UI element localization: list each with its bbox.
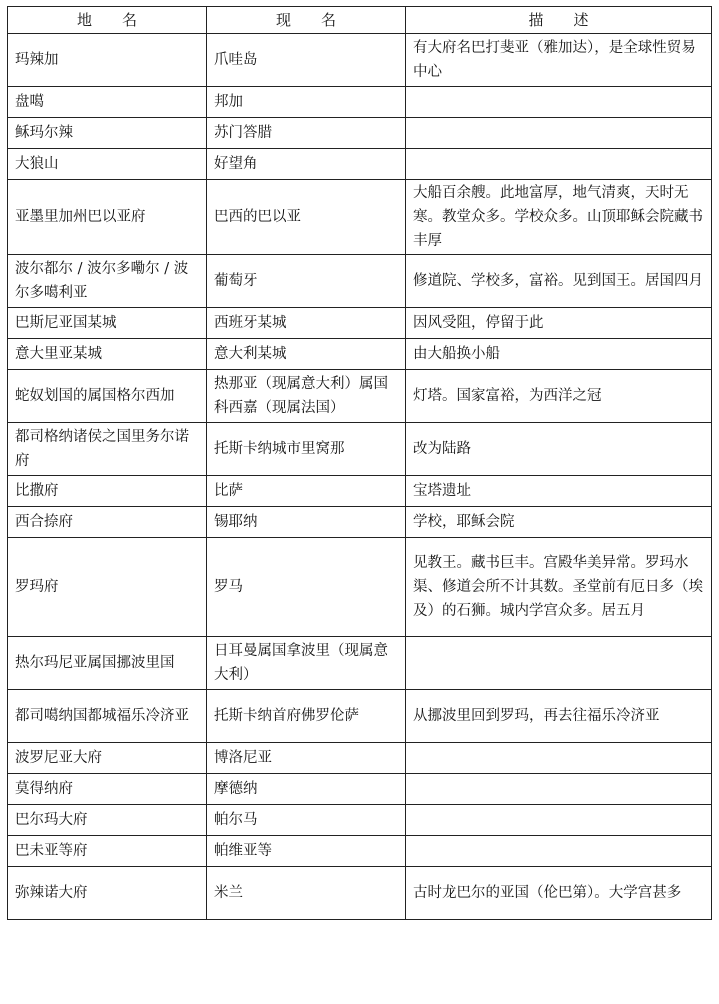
cell-place: 大狼山 (8, 149, 207, 180)
cell-current: 意大利某城 (207, 339, 406, 370)
cell-place: 意大里亚某城 (8, 339, 207, 370)
table-row (8, 476, 712, 507)
table-row (8, 805, 712, 836)
cell-current: 邦加 (207, 87, 406, 118)
cell-desc: 大船百余艘。此地富厚，地气清爽，天时无寒。教堂众多。学校众多。山顶耶稣会院藏书丰厚 (406, 180, 712, 255)
header-place-name: 地 名 (8, 7, 207, 34)
cell-desc: 见教王。藏书巨丰。宫殿华美异常。罗玛水渠、修道会所不计其数。圣堂前有厄日多（埃及）的石狮。城内学宫众多。居五月 (406, 538, 712, 637)
cell-current: 苏门答腊 (207, 118, 406, 149)
cell-place: 波罗尼亚大府 (8, 743, 207, 774)
table-row (8, 370, 712, 423)
cell-place: 盘噶 (8, 87, 207, 118)
table-body (8, 34, 712, 920)
cell-current: 帕尔马 (207, 805, 406, 836)
cell-desc: 学校，耶稣会院 (406, 507, 712, 538)
cell-place: 热尔玛尼亚属国挪波里国 (8, 637, 207, 690)
header-current-name: 现 名 (207, 7, 406, 34)
cell-current: 好望角 (207, 149, 406, 180)
table-row (8, 637, 712, 690)
table-row (8, 774, 712, 805)
table-row (8, 255, 712, 308)
header-row (8, 7, 712, 34)
cell-desc: 灯塔。国家富裕，为西洋之冠 (406, 370, 712, 423)
cell-desc: 从挪波里回到罗玛，再去往福乐冷济亚 (406, 690, 712, 743)
cell-desc: 修道院、学校多，富裕。见到国王。居国四月 (406, 255, 712, 308)
cell-desc (406, 87, 712, 118)
cell-place: 都司噶纳国都城福乐冷济亚 (8, 690, 207, 743)
cell-desc: 有大府名巴打斐亚（雅加达），是全球性贸易中心 (406, 34, 712, 87)
cell-place: 巴未亚等府 (8, 836, 207, 867)
cell-current: 帕维亚等 (207, 836, 406, 867)
cell-current: 巴西的巴以亚 (207, 180, 406, 255)
cell-desc: 由大船换小船 (406, 339, 712, 370)
cell-current: 比萨 (207, 476, 406, 507)
table-row (8, 423, 712, 476)
cell-desc (406, 836, 712, 867)
cell-place: 弥辣诺大府 (8, 867, 207, 920)
cell-current: 爪哇岛 (207, 34, 406, 87)
cell-desc (406, 774, 712, 805)
table-row (8, 836, 712, 867)
cell-place: 都司格纳诸侯之国里务尔诺府 (8, 423, 207, 476)
table-row (8, 690, 712, 743)
cell-desc: 改为陆路 (406, 423, 712, 476)
table-header (8, 7, 712, 34)
cell-current: 葡萄牙 (207, 255, 406, 308)
table-row (8, 34, 712, 87)
cell-current: 托斯卡纳城市里窝那 (207, 423, 406, 476)
table-row (8, 118, 712, 149)
cell-current: 博洛尼亚 (207, 743, 406, 774)
cell-current: 锡耶纳 (207, 507, 406, 538)
header-description: 描 述 (406, 7, 712, 34)
table-row (8, 538, 712, 637)
cell-place: 玛辣加 (8, 34, 207, 87)
cell-place: 西合捺府 (8, 507, 207, 538)
cell-desc: 因风受阻，停留于此 (406, 308, 712, 339)
table-row (8, 339, 712, 370)
cell-place: 巴尔玛大府 (8, 805, 207, 836)
table-row (8, 308, 712, 339)
cell-place: 蛇奴划国的属国格尔西加 (8, 370, 207, 423)
cell-desc: 宝塔遗址 (406, 476, 712, 507)
cell-current: 日耳曼属国拿波里（现属意大利） (207, 637, 406, 690)
cell-desc (406, 149, 712, 180)
cell-place: 罗玛府 (8, 538, 207, 637)
table-row (8, 180, 712, 255)
cell-place: 稣玛尔辣 (8, 118, 207, 149)
cell-current: 托斯卡纳首府佛罗伦萨 (207, 690, 406, 743)
cell-place: 比撒府 (8, 476, 207, 507)
cell-place: 亚墨里加州巴以亚府 (8, 180, 207, 255)
cell-desc (406, 637, 712, 690)
cell-desc (406, 118, 712, 149)
cell-current: 西班牙某城 (207, 308, 406, 339)
cell-place: 巴斯尼亚国某城 (8, 308, 207, 339)
table-row (8, 87, 712, 118)
cell-desc (406, 805, 712, 836)
cell-current: 罗马 (207, 538, 406, 637)
place-name-table (7, 6, 712, 920)
table-row (8, 149, 712, 180)
cell-desc: 古时龙巴尔的亚国（伦巴第）。大学宫甚多 (406, 867, 712, 920)
cell-place: 波尔都尔 / 波尔多嘞尔 / 波尔多噶利亚 (8, 255, 207, 308)
table-row (8, 867, 712, 920)
cell-current: 米兰 (207, 867, 406, 920)
cell-place: 莫得纳府 (8, 774, 207, 805)
table-row (8, 743, 712, 774)
cell-current: 热那亚（现属意大利）属国科西嘉（现属法国） (207, 370, 406, 423)
cell-desc (406, 743, 712, 774)
table-row (8, 507, 712, 538)
cell-current: 摩德纳 (207, 774, 406, 805)
